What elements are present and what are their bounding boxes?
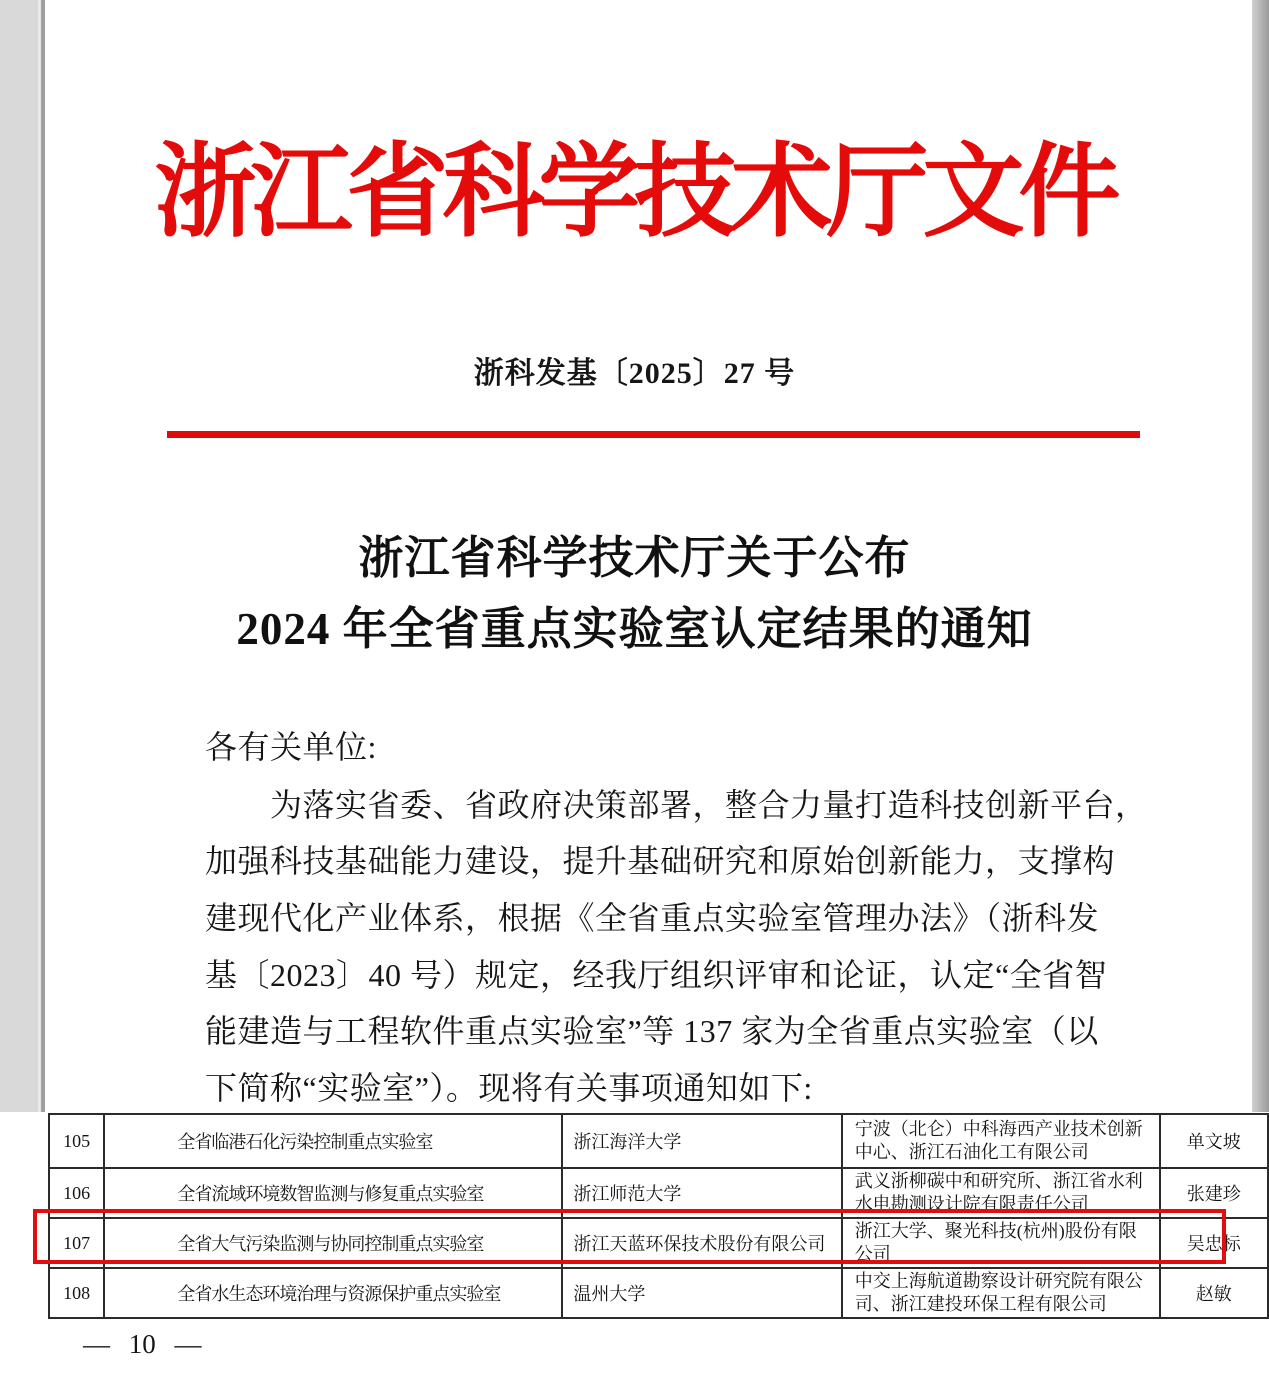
agency-letterhead-title: 浙江省科学技术厅文件 — [154, 137, 1115, 250]
paragraph-line: 基〔2023〕40 号）规定，经我厅组织评审和论证，认定“全省智 — [205, 957, 1108, 993]
host-unit-cell: 浙江天蓝环保技术股份有限公司 — [562, 1218, 841, 1268]
table-row — [49, 1168, 1268, 1218]
paragraph-line: 下简称“实验室”）。现将有关事项通知如下: — [205, 1070, 813, 1106]
document-number: 浙科发基〔2025〕27 号 — [473, 357, 796, 390]
paragraph-line: 建现代化产业体系，根据《全省重点实验室管理办法》（浙科发 — [205, 900, 1100, 936]
table-row — [49, 1114, 1268, 1168]
row-number-cell: 105 — [49, 1114, 104, 1168]
paragraph-line: 加强科技基础能力建设，提升基础研究和原始创新能力，支撑构 — [205, 843, 1116, 879]
partner-units-cell: 宁波（北仑）中科海西产业技术创新中心、浙江石油化工有限公司 — [842, 1114, 1160, 1168]
host-unit-cell: 浙江师范大学 — [562, 1168, 841, 1218]
lab-name-cell: 全省大气污染监测与协同控制重点实验室 — [104, 1218, 562, 1268]
letterhead-red-rule — [167, 431, 1140, 438]
notice-title-line2: 2024 年全省重点实验室认定结果的通知 — [236, 604, 1033, 654]
page-number: — 10 — — [83, 1329, 202, 1359]
lab-results-table — [48, 1113, 1269, 1319]
salutation: 各有关单位: — [205, 729, 377, 765]
host-unit-cell: 温州大学 — [562, 1268, 841, 1318]
row-number-cell: 108 — [49, 1268, 104, 1318]
row-number-cell: 107 — [49, 1218, 104, 1268]
lab-name-cell: 全省临港石化污染控制重点实验室 — [104, 1114, 562, 1168]
director-cell: 吴忠标 — [1160, 1218, 1269, 1268]
director-cell: 赵敏 — [1160, 1268, 1269, 1318]
director-cell: 张建珍 — [1160, 1168, 1269, 1218]
partner-units-cell: 中交上海航道勘察设计研究院有限公司、浙江建投环保工程有限公司 — [842, 1268, 1160, 1318]
table-row — [49, 1268, 1268, 1318]
table-row-highlighted — [49, 1218, 1268, 1268]
row-number-cell: 106 — [49, 1168, 104, 1218]
lab-name-cell: 全省流域环境数智监测与修复重点实验室 — [104, 1168, 562, 1218]
paragraph-line: 为落实省委、省政府决策部署，整合力量打造科技创新平台， — [270, 787, 1148, 823]
paragraph-line: 能建造与工程软件重点实验室”等 137 家为全省重点实验室（以 — [205, 1013, 1099, 1049]
notice-title-line1: 浙江省科学技术厅关于公布 — [358, 533, 911, 583]
lab-name-cell: 全省水生态环境治理与资源保护重点实验室 — [104, 1268, 562, 1318]
partner-units-cell: 武义浙柳碳中和研究所、浙江省水利水电勘测设计院有限责任公司 — [842, 1168, 1160, 1218]
partner-units-cell: 浙江大学、聚光科技(杭州)股份有限公司 — [842, 1218, 1160, 1268]
director-cell: 单文坡 — [1160, 1114, 1269, 1168]
host-unit-cell: 浙江海洋大学 — [562, 1114, 841, 1168]
